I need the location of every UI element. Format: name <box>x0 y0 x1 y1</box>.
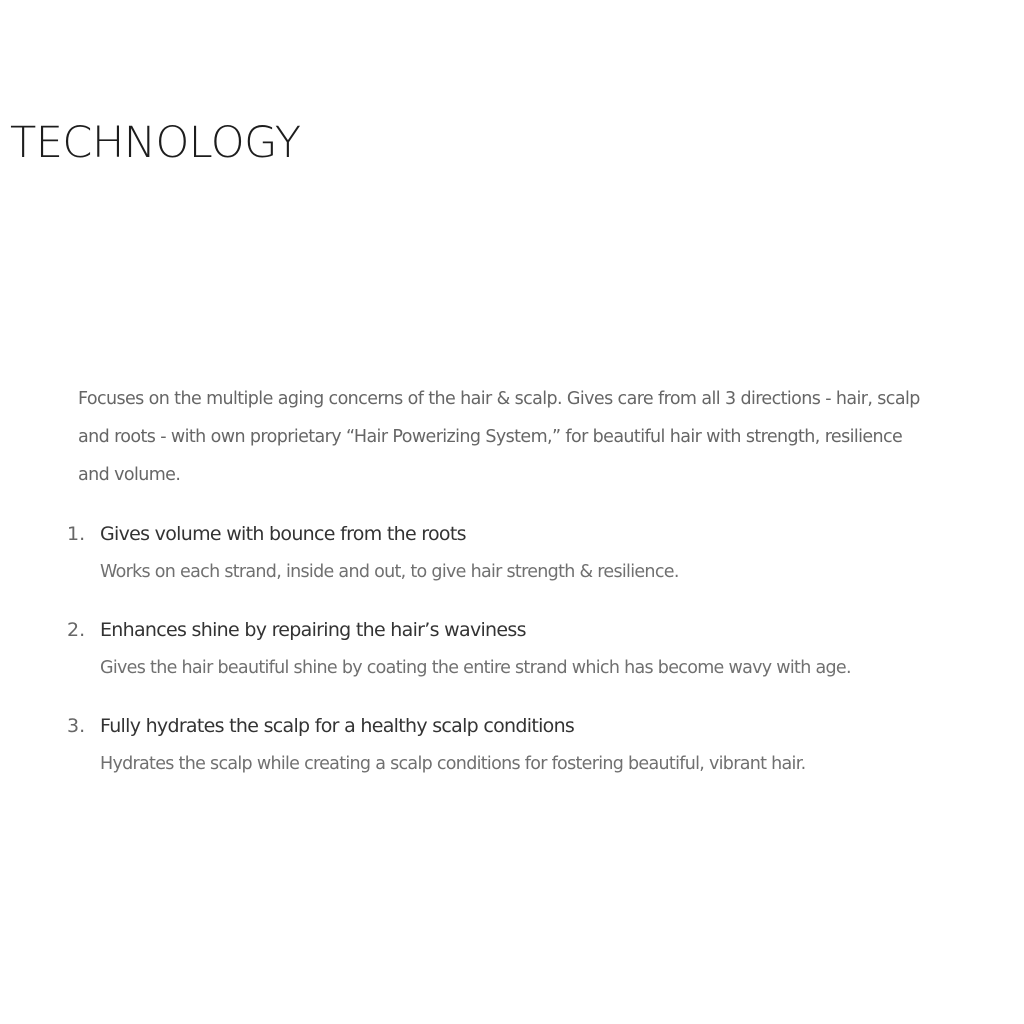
feature-title: Gives volume with bounce from the roots <box>100 523 466 545</box>
feature-number: 1. <box>67 523 86 545</box>
intro-paragraph: Focuses on the multiple aging concerns of the hair & scalp. Gives care from all 3 directions - hair, scalp and roots - with own proprietary “Hair Powerizing System,” for beautiful hair with strength, resilience and volume. <box>78 389 920 485</box>
feature-title: Fully hydrates the scalp for a healthy scalp conditions <box>100 715 575 737</box>
feature-list <box>60 515 960 803</box>
feature-description: Hydrates the scalp while creating a scalp conditions for fostering beautiful, vibrant hair. <box>100 754 806 774</box>
feature-number: 3. <box>67 715 86 737</box>
feature-title: Enhances shine by repairing the hair’s waviness <box>100 619 526 641</box>
feature-description: Works on each strand, inside and out, to give hair strength & resilience. <box>100 562 679 582</box>
feature-item-1 <box>60 515 960 591</box>
feature-item-3 <box>60 707 960 783</box>
feature-description: Gives the hair beautiful shine by coating the entire strand which has become wavy with age. <box>100 658 851 678</box>
feature-number: 2. <box>67 619 86 641</box>
feature-item-2 <box>60 611 960 687</box>
page-title: TECHNOLOGY <box>10 118 301 168</box>
